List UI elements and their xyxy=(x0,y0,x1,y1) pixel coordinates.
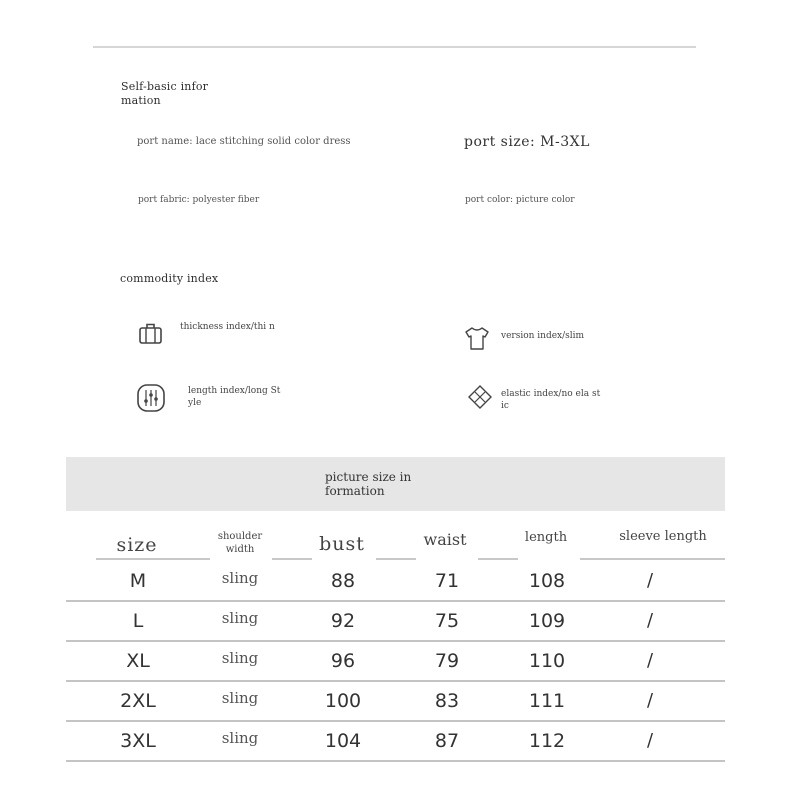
cell-bust: 96 xyxy=(330,650,356,672)
basic-info-title: Self-basic infor mation xyxy=(121,80,209,107)
version-index-label: version index/slim xyxy=(501,331,585,341)
briefcase-icon xyxy=(138,320,164,346)
elastic-index-label: elastic index/no ela stic xyxy=(501,389,601,411)
tshirt-icon xyxy=(464,325,490,351)
cell-length: 111 xyxy=(528,690,566,712)
thickness-index-label: thickness index/thi n xyxy=(180,322,275,332)
cell-shoulder: sling xyxy=(221,569,259,587)
product-color: port color: picture color xyxy=(465,195,575,205)
cell-size: XL xyxy=(126,650,150,672)
cell-bust: 92 xyxy=(330,610,356,632)
thickness-index xyxy=(138,320,280,346)
cell-bust: 88 xyxy=(330,570,356,592)
cell-bust: 104 xyxy=(324,730,362,752)
cell-shoulder: sling xyxy=(221,609,259,627)
size-info-band xyxy=(66,457,725,511)
cell-length: 112 xyxy=(528,730,566,752)
cell-length: 110 xyxy=(528,650,566,672)
header-bust: bust xyxy=(319,533,365,555)
product-size: port size: M-3XL xyxy=(464,134,590,150)
cell-bust: 100 xyxy=(324,690,362,712)
header-size: size xyxy=(116,534,158,556)
size-info-title: picture size in formation xyxy=(325,470,412,498)
diamond-stretch-icon xyxy=(467,384,493,410)
cell-sleeve: / xyxy=(646,730,654,751)
row-divider xyxy=(66,760,725,762)
length-index xyxy=(136,383,288,413)
cell-sleeve: / xyxy=(646,650,654,671)
cell-sleeve: / xyxy=(646,690,654,711)
cell-waist: 87 xyxy=(434,730,460,752)
cell-sleeve: / xyxy=(646,610,654,631)
cell-waist: 71 xyxy=(434,570,460,592)
product-fabric: port fabric: polyester fiber xyxy=(138,195,260,205)
cell-waist: 79 xyxy=(434,650,460,672)
table-row xyxy=(66,600,725,640)
cell-sleeve: / xyxy=(646,570,654,591)
length-index-label: length index/long St yle xyxy=(188,386,281,408)
header-length: length xyxy=(524,530,568,545)
product-name: port name: lace stitching solid color dress xyxy=(137,136,351,147)
cell-length: 108 xyxy=(528,570,566,592)
elastic-index xyxy=(467,384,601,412)
cell-size: 2XL xyxy=(120,690,156,712)
cell-length: 109 xyxy=(528,610,566,632)
cell-waist: 83 xyxy=(434,690,460,712)
cell-shoulder: sling xyxy=(221,729,259,747)
cell-waist: 75 xyxy=(434,610,460,632)
header-sleeve-length: sleeve length xyxy=(619,529,707,544)
top-divider xyxy=(93,46,696,48)
table-row xyxy=(66,560,725,600)
header-shoulder-width: shoulder width xyxy=(217,531,263,555)
commodity-index-title: commodity index xyxy=(120,272,219,285)
header-waist: waist xyxy=(423,530,467,549)
cell-size: M xyxy=(129,570,147,592)
cell-size: L xyxy=(132,610,144,632)
length-gauge-icon xyxy=(136,383,166,413)
cell-size: 3XL xyxy=(120,730,156,752)
table-row xyxy=(66,720,725,760)
table-row xyxy=(66,640,725,680)
cell-shoulder: sling xyxy=(221,649,259,667)
version-index xyxy=(464,325,601,351)
cell-shoulder: sling xyxy=(221,689,259,707)
table-row xyxy=(66,680,725,720)
